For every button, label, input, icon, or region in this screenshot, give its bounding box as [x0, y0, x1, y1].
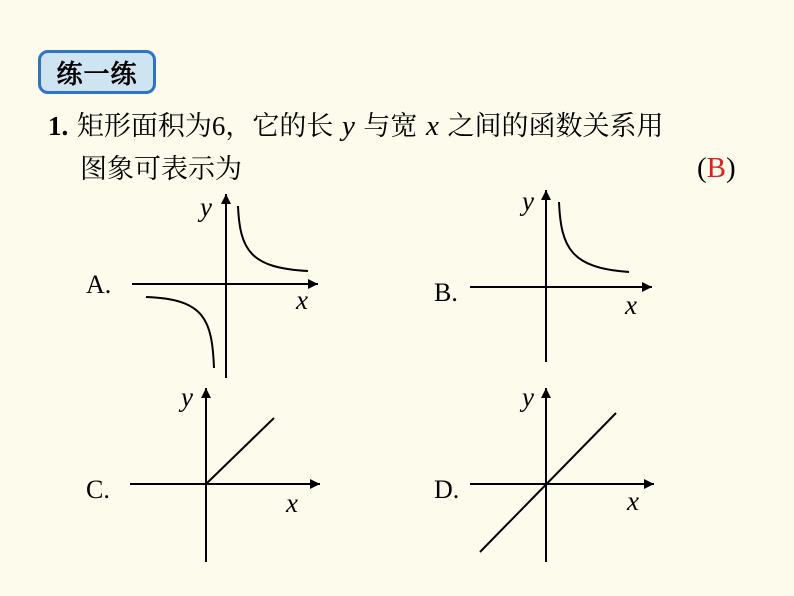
graph-a-y-arrow [221, 194, 231, 204]
graph-a [132, 194, 318, 378]
option-a-x-label: x [296, 285, 308, 315]
graph-a-curve-q3 [146, 297, 214, 368]
option-c-x-label: x [286, 488, 298, 518]
area-value: 6 [211, 111, 226, 141]
option-c-y-label: y [181, 382, 193, 412]
question-text-a: 矩形面积为 [76, 111, 212, 142]
variable-y: y [341, 110, 355, 142]
graph-b [470, 190, 652, 362]
section-tag: 练一练 [38, 50, 156, 94]
graph-d-y-arrow [541, 388, 551, 398]
graph-a-x-arrow [308, 279, 318, 289]
graph-d-x-arrow [644, 479, 654, 489]
option-a-y-label: y [200, 192, 212, 222]
graph-c [130, 388, 320, 562]
option-d-y-label: y [522, 382, 534, 412]
graph-c-ray [206, 418, 274, 484]
question-line-2: 图象可表示为 [80, 154, 242, 185]
option-d-label: D. [434, 475, 460, 504]
question-text-c: 与宽 [363, 111, 418, 142]
question-text-b: ，它的长 [225, 111, 334, 142]
answer-bracket: (B) [697, 152, 736, 184]
option-b-x-label: x [625, 290, 637, 320]
question-text-d: 之间的函数关系用 [447, 111, 664, 142]
graph-d-line [480, 413, 616, 552]
option-b-y-label: y [522, 186, 534, 216]
graph-a-curve-q1 [238, 206, 308, 271]
graph-b-y-arrow [541, 190, 551, 200]
graph-d [470, 388, 654, 562]
variable-x: x [426, 110, 439, 142]
question-number: 1. [48, 111, 69, 141]
graph-b-x-arrow [642, 282, 652, 292]
option-c-label: C. [86, 475, 110, 504]
graph-b-curve [559, 202, 629, 272]
answer-letter: B [706, 152, 727, 184]
option-a-label: A. [86, 270, 112, 299]
option-d-x-label: x [627, 486, 639, 516]
option-b-label: B. [434, 278, 458, 307]
graph-c-y-arrow [201, 388, 211, 398]
graph-c-x-arrow [310, 479, 320, 489]
